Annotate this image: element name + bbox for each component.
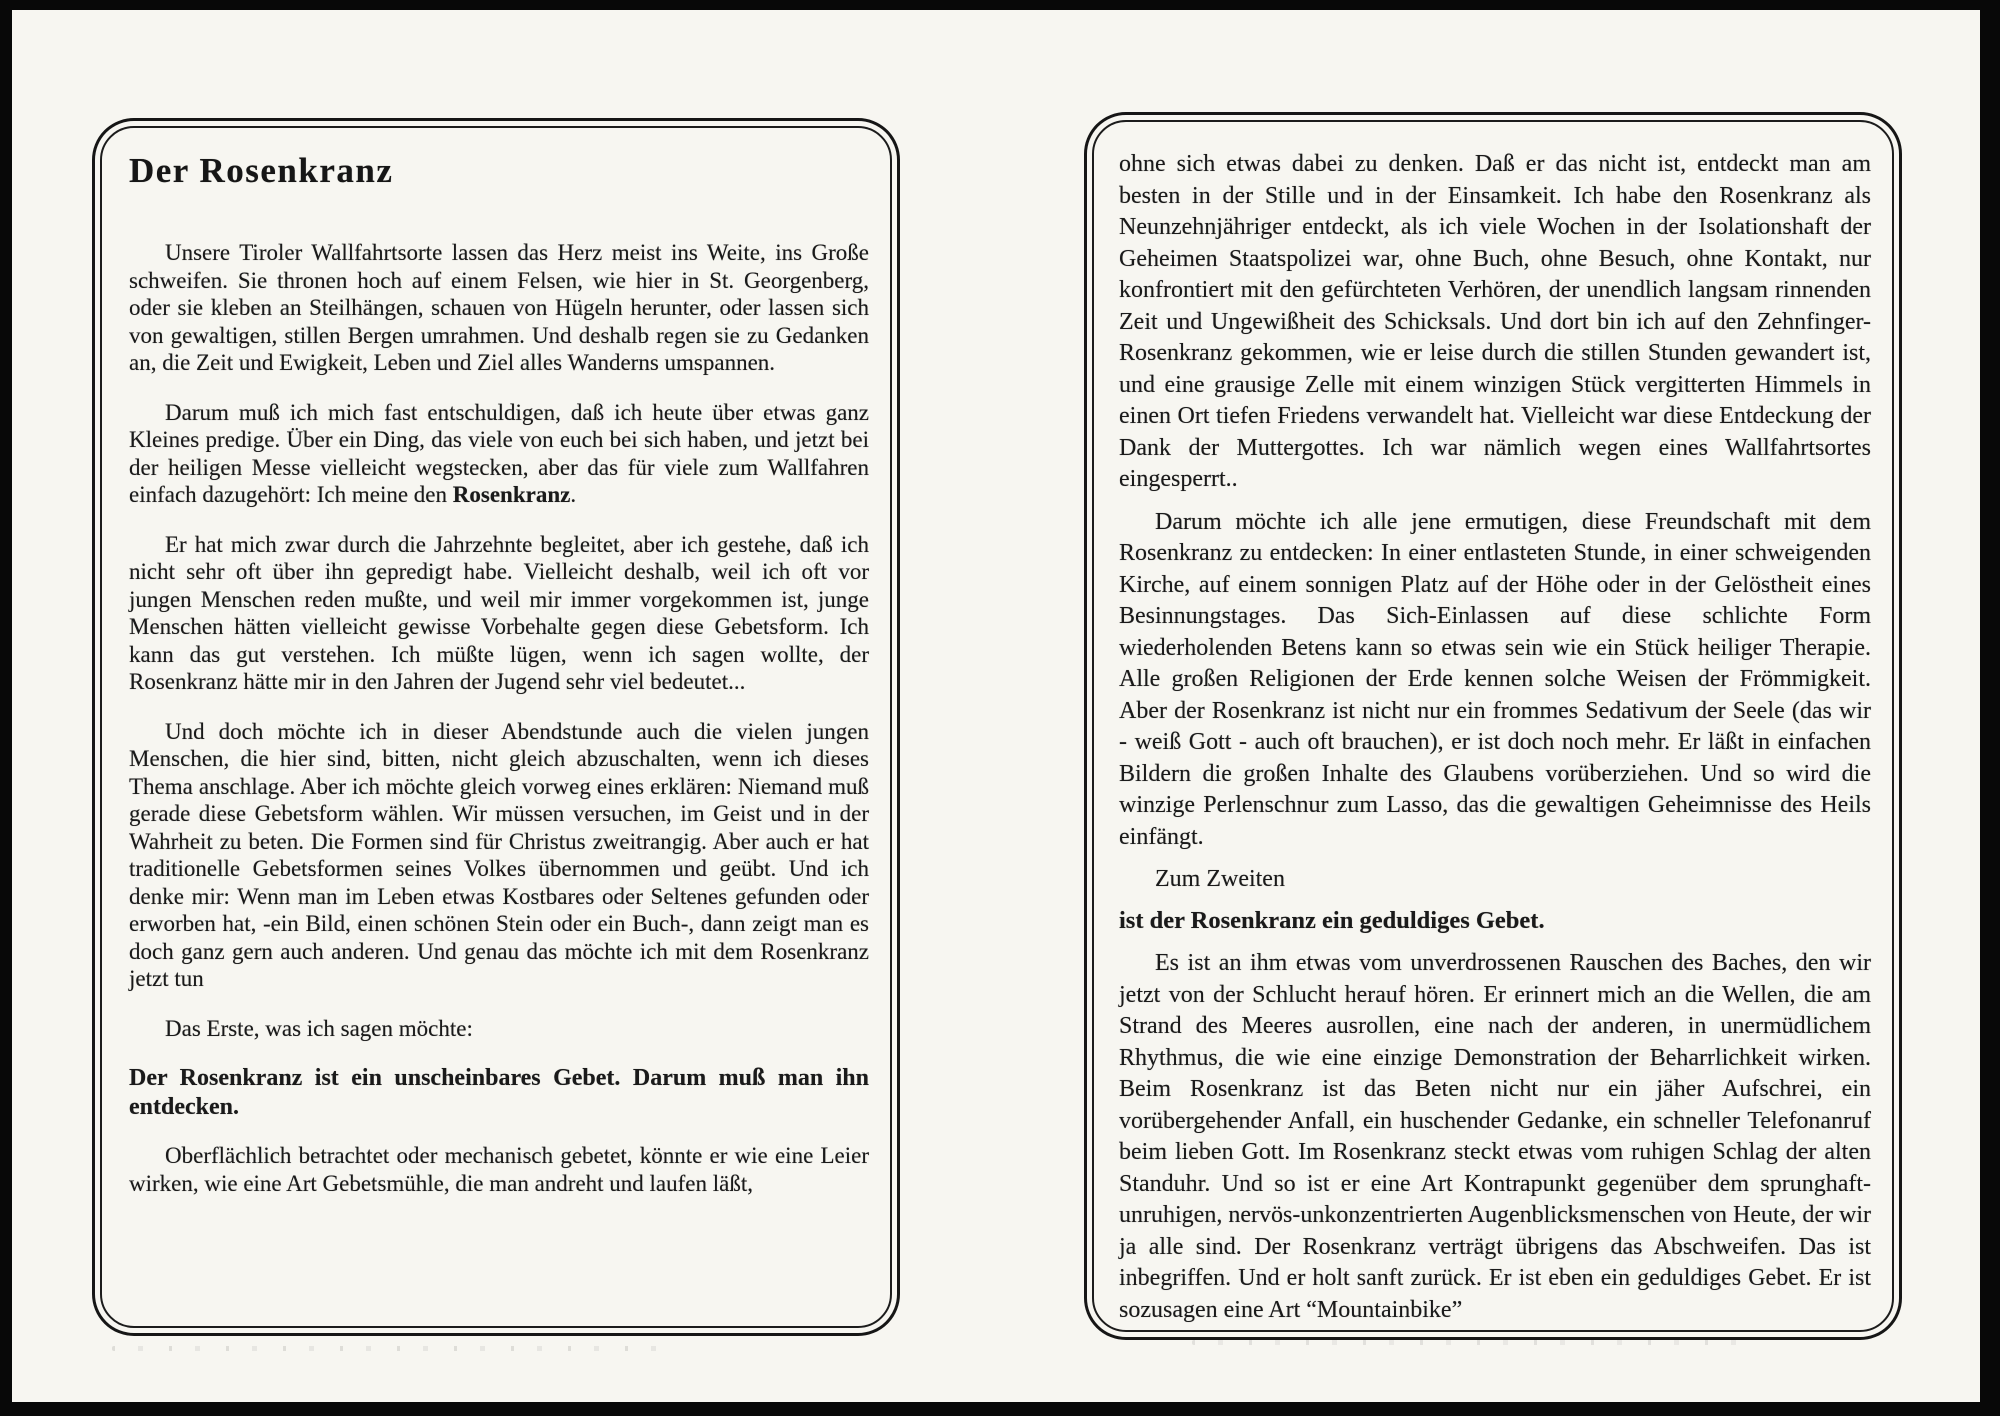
- paragraph-left-4: Und doch möchte ich in dieser Abendstunde auch die vielen jungen Menschen, die hier sind, bitten, nicht gleich abzuschalten, wenn ich dieses Thema anschlage. Aber ich möchte gleich vorweg eines erklären: Niemand muß gerade diese Gebetsform wählen. Wir müssen versuchen, im Geist und in der Wahrheit zu beten. Die Formen sind für Christus zweitrangig. Aber auch er hat traditionelle Gebetsformen seines Volkes übernommen und geübt. Und ich denke mir: Wenn man im Leben etwas Kostbares oder Seltenes gefunden oder erworben hat, -ein Bild, einen schönen Stein oder ein Buch-, dann zeigt man es doch ganz gern auch anderen. Und genau das möchte ich mit dem Rosenkranz jetzt tun: [129, 718, 869, 991]
- paragraph-left-2: [129, 399, 869, 509]
- paragraph-left-2-period: .: [570, 482, 577, 507]
- paragraph-left-1: Unsere Tiroler Wallfahrtsorte lassen das Herz meist ins Weite, ins Große schweifen. Sie thronen hoch auf einem Felsen, wie hier in St. Georgenberg, oder sie kleben an Steilhängen, schauen von Hügeln herunter, oder lassen sich von gewaltigen, stillen Bergen umrahmen. Und deshalb regen sie zu Gedanken an, die Zeit und Ewigkeit, Leben und Ziel alles Wanderns umspannen.: [129, 240, 869, 375]
- paragraph-left-5: Oberflächlich betrachtet oder mechanisch gebetet, könnte er wie eine Leier wirken, wie eine Art Gebetsmühle, die man andreht und laufen läßt,: [129, 1143, 869, 1196]
- scan-speckle-artifact: [112, 1346, 672, 1351]
- rosenkranz-bold-term: Rosenkranz: [452, 482, 571, 507]
- intro-line-das-erste: Das Erste, was ich sagen möchte:: [165, 1015, 473, 1041]
- paragraph-right-1: ohne sich etwas dabei zu denken. Daß er das nicht ist, entdeckt man am besten in der Stille und in der Einsamkeit. Ich habe den Rosenkranz als Neunzehnjähriger entdeckt, als ich viele Wochen in der Isolationshaft der Geheimen Staatspolizei war, ohne Buch, ohne Besuch, ohne Kontakt, nur konfrontiert mit den gefürchteten Verhören, der unendlich langsam rinnenden Zeit und Ungewißheit des Schicksals. Und dort bin ich auf den Zehnfinger-Rosenkranz gekommen, wie er leise durch die stillen Stunden gewandert ist, und eine grausige Zelle mit einem winzigen Stück vergitterten Himmels in einen Ort tiefen Friedens verwandelt hat. Vielleicht war diese Entdeckung der Dank der Muttergottes. Ich war nämlich wegen eines Wallfahrtsortes eingesperrt..: [1119, 151, 1871, 492]
- page-title: Der Rosenkranz: [129, 151, 394, 190]
- paragraph-left-3: Er hat mich zwar durch die Jahrzehnte begleitet, aber ich gestehe, daß ich nicht sehr oft über ihn gepredigt habe. Vielleicht deshalb, weil ich oft vor jungen Menschen reden mußte, und weil mir immer vorgekommen ist, junge Menschen hätten vielleicht gewisse Vorbehalte gegen diese Gebetsform. Ich kann das gut verstehen. Ich müßte lügen, wenn ich sagen wollte, der Rosenkranz hätte mir in den Jahren der Jugend sehr viel bedeutet...: [129, 531, 869, 694]
- heading-unscheinbares-gebet: Der Rosenkranz ist ein unscheinbares Gebet. Darum muß man ihn entdecken.: [129, 1065, 869, 1120]
- paragraph-left-2-text: Darum muß ich mich fast entschuldigen, daß ich heute über etwas ganz Kleines predige. Über ein Ding, das viele von euch bei sich haben, und jetzt bei der heiligen Messe vielleicht wegstecken, aber das für viele zum Wallfahren einfach dazugehört: Ich meine den: [129, 399, 869, 507]
- paragraph-right-2: Darum möchte ich alle jene ermutigen, diese Freundschaft mit dem Rosenkranz zu entdecken: In einer entlasteten Stunde, in einer schweigenden Kirche, auf einem sonnigen Platz auf der Höhe oder in der Gelöstheit eines Besinnungstages. Das Sich-Einlassen auf diese schlichte Form wiederholenden Betens kann so etwas sein wie ein Stück heiliger Therapie. Alle großen Religionen der Erde kennen solche Weisen der Frömmigkeit. Aber der Rosenkranz ist nicht nur ein frommes Sedativum der Seele (das wir - weiß Gott - auch oft brauchen), er ist doch noch mehr. Er läßt in einfachen Bildern die großen Inhalte des Glaubens vorüberziehen. Und so wird die winzige Perlenschnur zum Lasso, das die gewaltigen Geheimnisse des Heils einfängt.: [1119, 508, 1871, 850]
- left-page-content: [129, 147, 869, 1323]
- heading-geduldiges-gebet: ist der Rosenkranz ein geduldiges Gebet.: [1119, 906, 1545, 934]
- scanned-sheet: [12, 10, 1980, 1402]
- left-page: [92, 118, 900, 1336]
- right-page-content: [1119, 149, 1871, 1327]
- right-page: [1084, 112, 1902, 1340]
- intro-line-zum-zweiten: Zum Zweiten: [1155, 866, 1285, 892]
- paragraph-right-3: Es ist an ihm etwas vom unverdrossenen Rauschen des Baches, den wir jetzt von der Schlucht herauf hören. Er erinnert mich an die Wellen, die am Strand des Meeres ausrollen, eine nach der anderen, in unermüdlichem Rhythmus, die wie eine einzige Demonstration der Beharrlichkeit wirken. Beim Rosenkranz ist das Beten nicht nur ein jäher Aufschrei, ein vorübergehender Anfall, ein huschender Gedanke, ein schneller Telefonanruf beim lieben Gott. Im Rosenkranz steckt etwas vom ruhigen Schlag der alten Standuhr. Und so ist er eine Art Kontrapunkt gegenüber dem sprunghaft-unruhigen, nervös-unkonzentrierten Augenblicksmenschen von Heute, der wir ja alle sind. Der Rosenkranz verträgt übrigens das Abschweifen. Das ist inbegriffen. Und er holt sanft zurück. Er ist eben ein geduldiges Gebet. Er ist sozusagen eine Art “Mountainbike”: [1119, 950, 1871, 1323]
- scan-speckle-artifact: [1192, 1340, 1752, 1345]
